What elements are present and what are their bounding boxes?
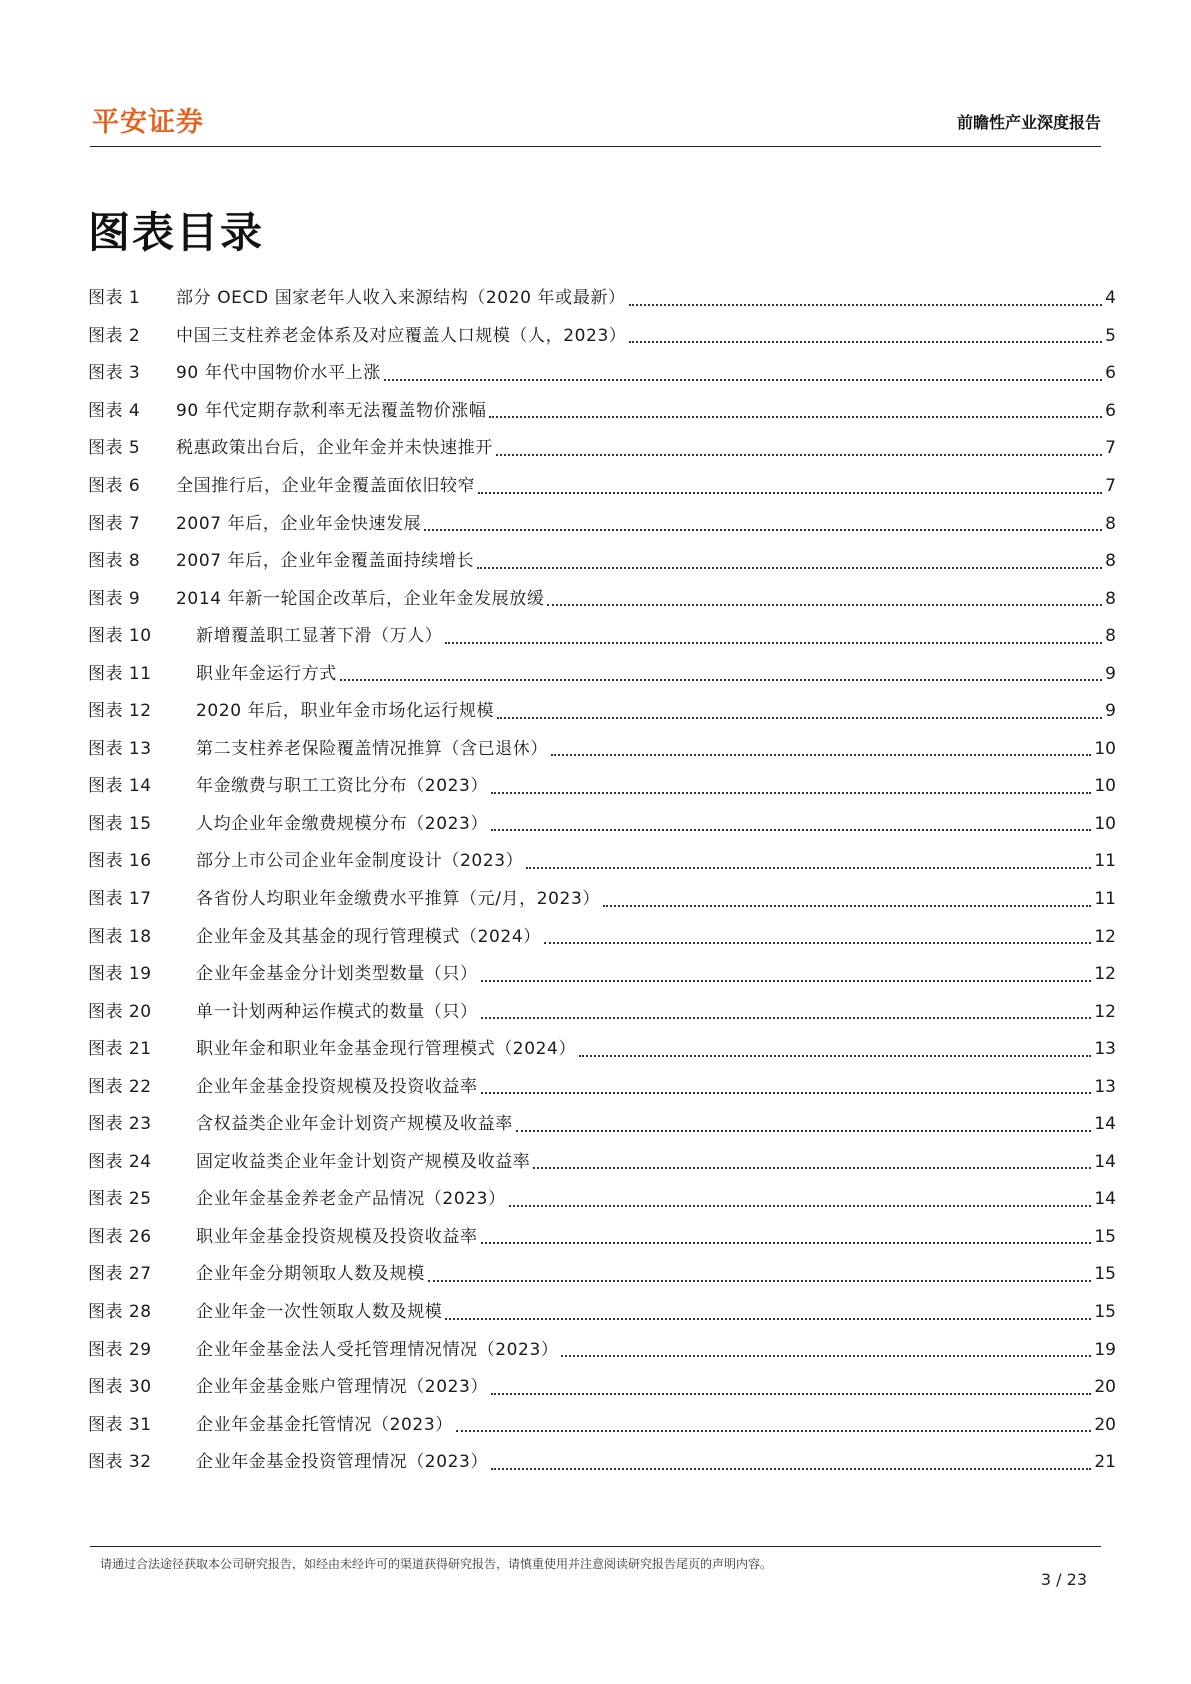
- toc-entry-label: 图表 25: [88, 1189, 152, 1210]
- toc-entry-page: 15: [1094, 1302, 1116, 1323]
- toc-entry-label: 图表 32: [88, 1452, 152, 1473]
- toc-entry[interactable]: [88, 881, 1116, 919]
- toc-entry-title: 职业年金基金投资规模及投资收益率: [196, 1226, 478, 1247]
- toc-dot-leader: [629, 304, 1103, 306]
- toc-entry-label: 图表 20: [88, 1001, 152, 1022]
- toc-dot-leader: [526, 867, 1091, 869]
- toc-entry-page: 9: [1105, 663, 1116, 684]
- footer-divider: [90, 1546, 1101, 1547]
- toc-dot-leader: [481, 1242, 1092, 1244]
- toc-dot-leader: [516, 1130, 1092, 1132]
- toc-entry-label: 图表 23: [88, 1114, 152, 1135]
- toc-dot-leader: [491, 792, 1091, 794]
- toc-dot-leader: [551, 754, 1091, 756]
- toc-entry[interactable]: [88, 1294, 1116, 1332]
- toc-entry-label: 图表 6: [88, 476, 141, 496]
- toc-entry-label: 图表 12: [88, 701, 152, 722]
- brand-logo: 平安证券: [92, 107, 204, 138]
- toc-entry-label: 图表 31: [88, 1414, 152, 1435]
- toc-entry-page: 9: [1105, 701, 1116, 722]
- toc-entry-title: 企业年金及其基金的现行管理模式（2024）: [196, 926, 541, 947]
- toc-dot-leader: [428, 1280, 1092, 1282]
- toc-dot-leader: [491, 829, 1091, 831]
- toc-entry-page: 8: [1105, 551, 1116, 572]
- toc-entry-page: 14: [1094, 1114, 1116, 1135]
- page-number: 3 / 23: [1040, 1570, 1087, 1589]
- toc-entry[interactable]: [88, 1144, 1116, 1182]
- toc-entry-page: 12: [1094, 1001, 1116, 1022]
- toc-entry-title: 企业年金基金分计划类型数量（只）: [196, 964, 478, 985]
- toc-entry-page: 10: [1094, 813, 1116, 834]
- toc-entry-title: 含权益类企业年金计划资产规模及收益率: [196, 1114, 513, 1135]
- toc-dot-leader: [496, 454, 1102, 456]
- toc-entry-page: 14: [1094, 1151, 1116, 1172]
- toc-entry-title: 职业年金和职业年金基金现行管理模式（2024）: [196, 1039, 577, 1060]
- toc-entry[interactable]: [88, 355, 1116, 393]
- toc-dot-leader: [481, 1092, 1092, 1094]
- toc-entry[interactable]: [88, 468, 1116, 506]
- toc-entry[interactable]: [88, 1219, 1116, 1257]
- toc-entry[interactable]: [88, 543, 1116, 581]
- toc-entry[interactable]: [88, 1331, 1116, 1369]
- toc-entry-label: 图表 7: [88, 513, 141, 534]
- toc-entry-title: 企业年金分期领取人数及规模: [196, 1264, 425, 1285]
- toc-entry[interactable]: [88, 1406, 1116, 1444]
- toc-entry[interactable]: [88, 956, 1116, 994]
- toc-entry-title: 2020 年后，职业年金市场化运行规模: [196, 701, 495, 722]
- toc-entry-page: 5: [1105, 325, 1116, 346]
- toc-entry-title: 企业年金基金账户管理情况（2023）: [196, 1377, 489, 1398]
- toc-entry[interactable]: [88, 618, 1116, 656]
- toc-entry-title: 新增覆盖职工显著下滑（万人）: [196, 626, 443, 647]
- toc-entry-label: 图表 8: [88, 551, 141, 572]
- toc-entry-page: 8: [1105, 513, 1116, 534]
- toc-entry-page: 10: [1094, 776, 1116, 797]
- toc-entry-label: 图表 2: [88, 325, 141, 346]
- toc-entry[interactable]: [88, 1181, 1116, 1219]
- toc-dot-leader: [561, 1355, 1091, 1357]
- toc-entry-page: 13: [1094, 1039, 1116, 1060]
- toc-dot-leader: [478, 492, 1102, 494]
- toc-entry-title: 固定收益类企业年金计划资产规模及收益率: [196, 1151, 531, 1172]
- toc-dot-leader: [489, 416, 1102, 418]
- toc-entry-title: 人均企业年金缴费规模分布（2023）: [196, 813, 489, 834]
- toc-entry[interactable]: [88, 1369, 1116, 1407]
- toc-entry-label: 图表 16: [88, 851, 152, 872]
- toc-entry[interactable]: [88, 655, 1116, 693]
- toc-entry-label: 图表 10: [88, 626, 152, 647]
- toc-entry-page: 13: [1094, 1076, 1116, 1097]
- toc-entry-label: 图表 28: [88, 1302, 152, 1323]
- toc-entry[interactable]: [88, 505, 1116, 543]
- toc-entry[interactable]: [88, 1444, 1116, 1482]
- toc-entry-title: 2014 年新一轮国企改革后，企业年金发展放缓: [176, 588, 545, 609]
- toc-entry-title: 部分 OECD 国家老年人收入来源结构（2020 年或最新）: [176, 288, 626, 309]
- toc-entry-label: 图表 18: [88, 926, 152, 947]
- toc-entry-page: 11: [1094, 889, 1116, 910]
- toc-entry-label: 图表 22: [88, 1076, 152, 1097]
- toc-entry[interactable]: [88, 1068, 1116, 1106]
- toc-entry-page: 20: [1094, 1414, 1116, 1435]
- toc-entry-title: 年金缴费与职工工资比分布（2023）: [196, 776, 489, 797]
- toc-entry-label: 图表 30: [88, 1377, 152, 1398]
- toc-dot-leader: [340, 679, 1102, 681]
- toc-entry-page: 15: [1094, 1226, 1116, 1247]
- toc-entry-label: 图表 5: [88, 438, 141, 459]
- toc-entry-page: 21: [1094, 1452, 1116, 1473]
- toc-entry-page: 6: [1105, 363, 1116, 384]
- toc-dot-leader: [629, 341, 1102, 343]
- toc-entry[interactable]: [88, 430, 1116, 468]
- toc-entry-page: 11: [1094, 851, 1116, 872]
- toc-entry-page: 7: [1105, 438, 1116, 459]
- toc-entry[interactable]: [88, 693, 1116, 731]
- toc-dot-leader: [445, 1318, 1091, 1320]
- toc-entry-title: 企业年金基金法人受托管理情况情况（2023）: [196, 1339, 559, 1360]
- toc-entry-label: 图表 27: [88, 1264, 152, 1285]
- toc-dot-leader: [491, 1393, 1091, 1395]
- toc-entry-page: 14: [1094, 1189, 1116, 1210]
- toc-entry-title: 部分上市公司企业年金制度设计（2023）: [196, 851, 524, 872]
- toc-entry-page: 12: [1094, 926, 1116, 947]
- toc-entry[interactable]: [88, 318, 1116, 356]
- toc-entry-title: 税惠政策出台后，企业年金并未快速推开: [176, 438, 493, 459]
- toc-entry-title: 企业年金基金养老金产品情况（2023）: [196, 1189, 506, 1210]
- toc-entry-title: 第二支柱养老保险覆盖情况推算（含已退休）: [196, 738, 548, 759]
- toc-entry-page: 8: [1105, 626, 1116, 647]
- report-type-label: 前瞻性产业深度报告: [956, 113, 1101, 132]
- toc-entry-title: 90 年代中国物价水平上涨: [176, 363, 381, 384]
- toc-entry-title: 职业年金运行方式: [196, 663, 337, 684]
- toc-entry-label: 图表 17: [88, 889, 152, 910]
- toc-entry-title: 企业年金基金托管情况（2023）: [196, 1414, 453, 1435]
- toc-entry-label: 图表 13: [88, 738, 152, 759]
- toc-entry-title: 全国推行后，企业年金覆盖面依旧较窄: [176, 476, 476, 496]
- toc-dot-leader: [547, 604, 1102, 606]
- toc-dot-leader: [509, 1205, 1092, 1207]
- toc-entry[interactable]: [88, 731, 1116, 769]
- toc-dot-leader: [603, 905, 1091, 907]
- toc-entry-title: 企业年金基金投资规模及投资收益率: [196, 1076, 478, 1097]
- toc-entry-label: 图表 26: [88, 1226, 152, 1247]
- toc-entry-label: 图表 19: [88, 964, 152, 985]
- toc-entry-title: 2007 年后，企业年金覆盖面持续增长: [176, 551, 475, 572]
- toc-dot-leader: [544, 942, 1091, 944]
- toc-dot-leader: [533, 1167, 1091, 1169]
- toc-entry-label: 图表 4: [88, 400, 141, 421]
- toc-dot-leader: [481, 1017, 1092, 1019]
- toc-entry[interactable]: [88, 918, 1116, 956]
- toc-entry-title: 单一计划两种运作模式的数量（只）: [196, 1001, 478, 1022]
- toc-entry-label: 图表 14: [88, 776, 152, 797]
- toc-entry-page: 10: [1094, 738, 1116, 759]
- toc-entry-label: 图表 11: [88, 663, 152, 684]
- toc-entry-page: 4: [1105, 288, 1116, 309]
- header-divider: [90, 146, 1101, 147]
- page-title: 图表目录: [88, 208, 265, 257]
- toc-dot-leader: [445, 642, 1102, 644]
- toc-entry[interactable]: [88, 806, 1116, 844]
- toc-entry-label: 图表 3: [88, 363, 141, 384]
- toc-entry-page: 20: [1094, 1377, 1116, 1398]
- toc-entry-title: 各省份人均职业年金缴费水平推算（元/月，2023）: [196, 889, 600, 910]
- toc-dot-leader: [456, 1430, 1091, 1432]
- toc-entry[interactable]: [88, 1106, 1116, 1144]
- toc-entry-title: 企业年金一次性领取人数及规模: [196, 1302, 443, 1323]
- toc-dot-leader: [424, 529, 1102, 531]
- toc-dot-leader: [481, 980, 1092, 982]
- toc-entry-label: 图表 15: [88, 813, 152, 834]
- toc-entry-title: 企业年金基金投资管理情况（2023）: [196, 1452, 489, 1473]
- toc-entry[interactable]: [88, 580, 1116, 618]
- toc-entry-page: 12: [1094, 964, 1116, 985]
- toc-entry-page: 8: [1105, 588, 1116, 609]
- toc-entry[interactable]: [88, 280, 1116, 318]
- toc-entry-title: 中国三支柱养老金体系及对应覆盖人口规模（人，2023）: [176, 325, 627, 346]
- footer-disclaimer: 请通过合法途径获取本公司研究报告，如经由未经许可的渠道获得研究报告，请慎重使用并注意阅读研究报告尾页的声明内容。: [100, 1557, 773, 1571]
- toc-entry-page: 15: [1094, 1264, 1116, 1285]
- toc-entry-label: 图表 29: [88, 1339, 152, 1360]
- toc-entry-page: 19: [1094, 1339, 1116, 1360]
- toc-entry-page: 7: [1105, 476, 1116, 496]
- toc-entry[interactable]: [88, 768, 1116, 806]
- toc-entry-label: 图表 1: [88, 288, 141, 309]
- toc-entry[interactable]: [88, 1256, 1116, 1294]
- toc-entry-label: 图表 9: [88, 588, 141, 609]
- toc-entry-label: 图表 24: [88, 1151, 152, 1172]
- table-of-figures: [88, 280, 1116, 1482]
- toc-entry-page: 6: [1105, 400, 1116, 421]
- toc-entry[interactable]: [88, 1031, 1116, 1069]
- toc-entry-title: 90 年代定期存款利率无法覆盖物价涨幅: [176, 400, 487, 421]
- toc-entry[interactable]: [88, 393, 1116, 431]
- toc-entry-title: 2007 年后，企业年金快速发展: [176, 513, 422, 534]
- toc-dot-leader: [477, 567, 1102, 569]
- toc-dot-leader: [579, 1055, 1091, 1057]
- toc-dot-leader: [497, 717, 1102, 719]
- toc-entry[interactable]: [88, 993, 1116, 1031]
- toc-entry[interactable]: [88, 843, 1116, 881]
- toc-entry-label: 图表 21: [88, 1039, 152, 1060]
- toc-dot-leader: [491, 1468, 1091, 1470]
- toc-dot-leader: [384, 379, 1102, 381]
